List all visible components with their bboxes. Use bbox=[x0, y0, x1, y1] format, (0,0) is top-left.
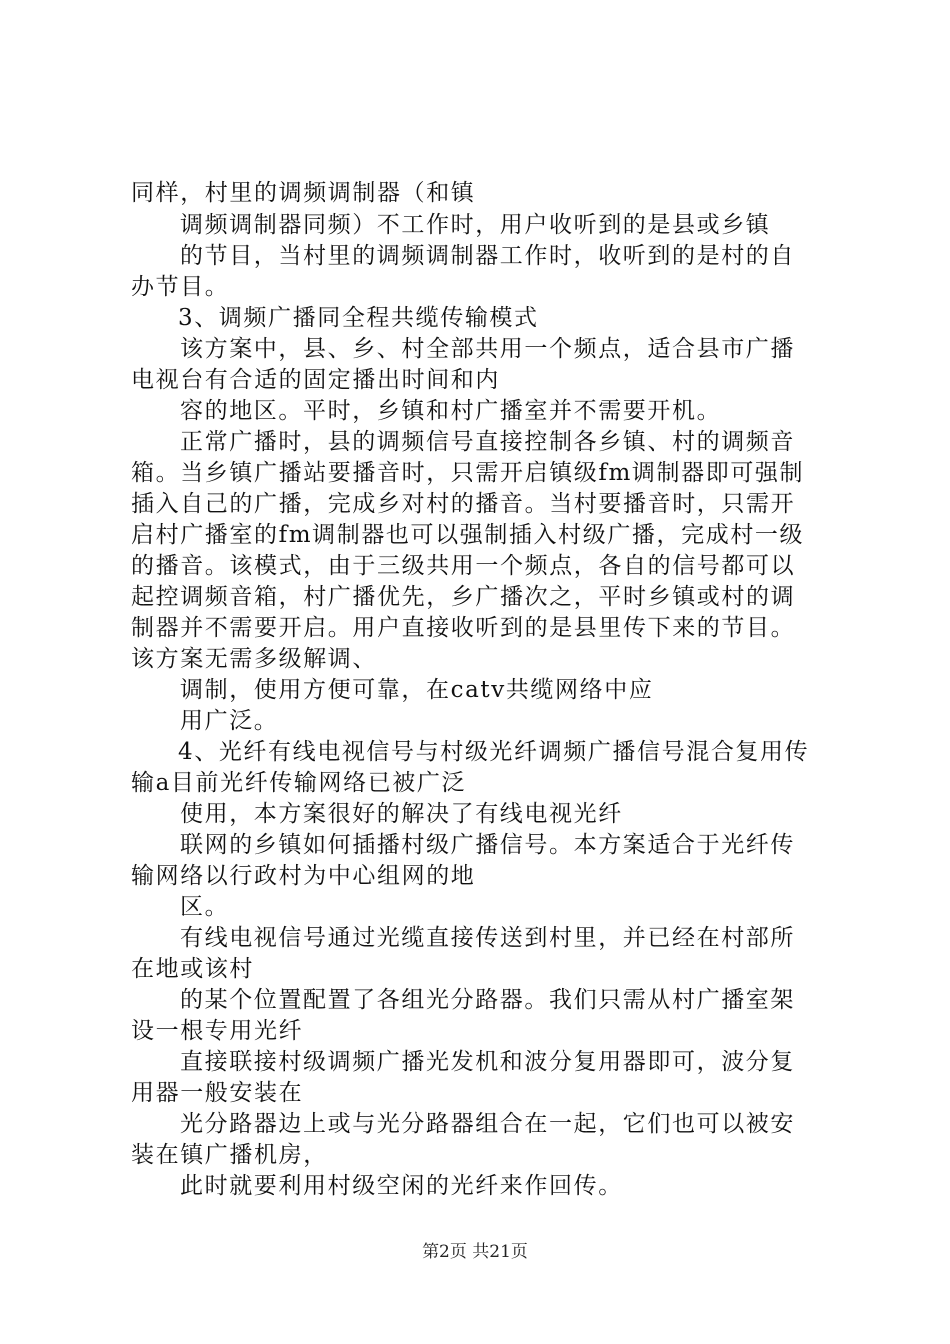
text-line: 制器并不需要开启。用户直接收听到的是县里传下来的节目。 bbox=[131, 615, 796, 641]
text-line: 装在镇广播机房， bbox=[131, 1142, 328, 1168]
text-line: 光分路器边上或与光分路器组合在一起，它们也可以被安 bbox=[180, 1111, 795, 1137]
text-line: 箱。当乡镇广播站要播音时，只需开启镇级fm调制器即可强制 bbox=[131, 460, 805, 486]
text-line: 输a目前光纤传输网络已被广泛 bbox=[131, 770, 467, 796]
text-line: 直接联接村级调频广播光发机和波分复用器即可，波分复 bbox=[180, 1049, 795, 1075]
text-line: 区。 bbox=[180, 894, 230, 920]
text-line: 用器一般安装在 bbox=[131, 1080, 304, 1106]
text-line: 调制，使用方便可靠，在catv共缆网络中应 bbox=[180, 677, 654, 703]
text-line: 电视台有合适的固定播出时间和内 bbox=[131, 367, 500, 393]
section-heading: 3、调频广播同全程共缆传输模式 bbox=[178, 305, 539, 331]
section-heading: 4、光纤有线电视信号与村级光纤调频广播信号混合复用传 bbox=[178, 739, 810, 765]
text-line: 输网络以行政村为中心组网的地 bbox=[131, 863, 476, 889]
text-line: 起控调频音箱，村广播优先，乡广播次之，平时乡镇或村的调 bbox=[131, 584, 796, 610]
text-line: 插入自己的广播，完成乡对村的播音。当村要播音时，只需开 bbox=[131, 491, 796, 517]
text-line: 该方案中，县、乡、村全部共用一个频点，适合县市广播 bbox=[180, 336, 795, 362]
text-line: 联网的乡镇如何插播村级广播信号。本方案适合于光纤传 bbox=[180, 832, 795, 858]
text-line: 使用，本方案很好的解决了有线电视光纤 bbox=[180, 801, 623, 827]
text-line: 容的地区。平时，乡镇和村广播室并不需要开机。 bbox=[180, 398, 722, 424]
text-line: 此时就要利用村级空闲的光纤来作回传。 bbox=[180, 1173, 623, 1199]
text-line: 的播音。该模式，由于三级共用一个频点，各自的信号都可以 bbox=[131, 553, 796, 579]
text-line: 用广泛。 bbox=[180, 708, 279, 734]
text-line: 调频调制器同频）不工作时，用户收听到的是县或乡镇 bbox=[180, 212, 771, 238]
text-line: 同样，村里的调频调制器（和镇 bbox=[131, 180, 476, 206]
text-line: 启村广播室的fm调制器也可以强制插入村级广播，完成村一级 bbox=[131, 522, 805, 548]
text-line: 该方案无需多级解调、 bbox=[131, 646, 377, 672]
text-line: 的某个位置配置了各组光分路器。我们只需从村广播室架 bbox=[180, 987, 795, 1013]
text-line: 正常广播时，县的调频信号直接控制各乡镇、村的调频音 bbox=[180, 429, 795, 455]
text-line: 设一根专用光纤 bbox=[131, 1018, 304, 1044]
text-line: 办节目。 bbox=[131, 274, 230, 300]
page-number: 第2页 共21页 bbox=[422, 1242, 528, 1262]
text-line: 在地或该村 bbox=[131, 956, 254, 982]
text-line: 有线电视信号通过光缆直接传送到村里，并已经在村部所 bbox=[180, 925, 795, 951]
text-line: 的节目，当村里的调频调制器工作时，收听到的是村的自 bbox=[180, 243, 795, 269]
